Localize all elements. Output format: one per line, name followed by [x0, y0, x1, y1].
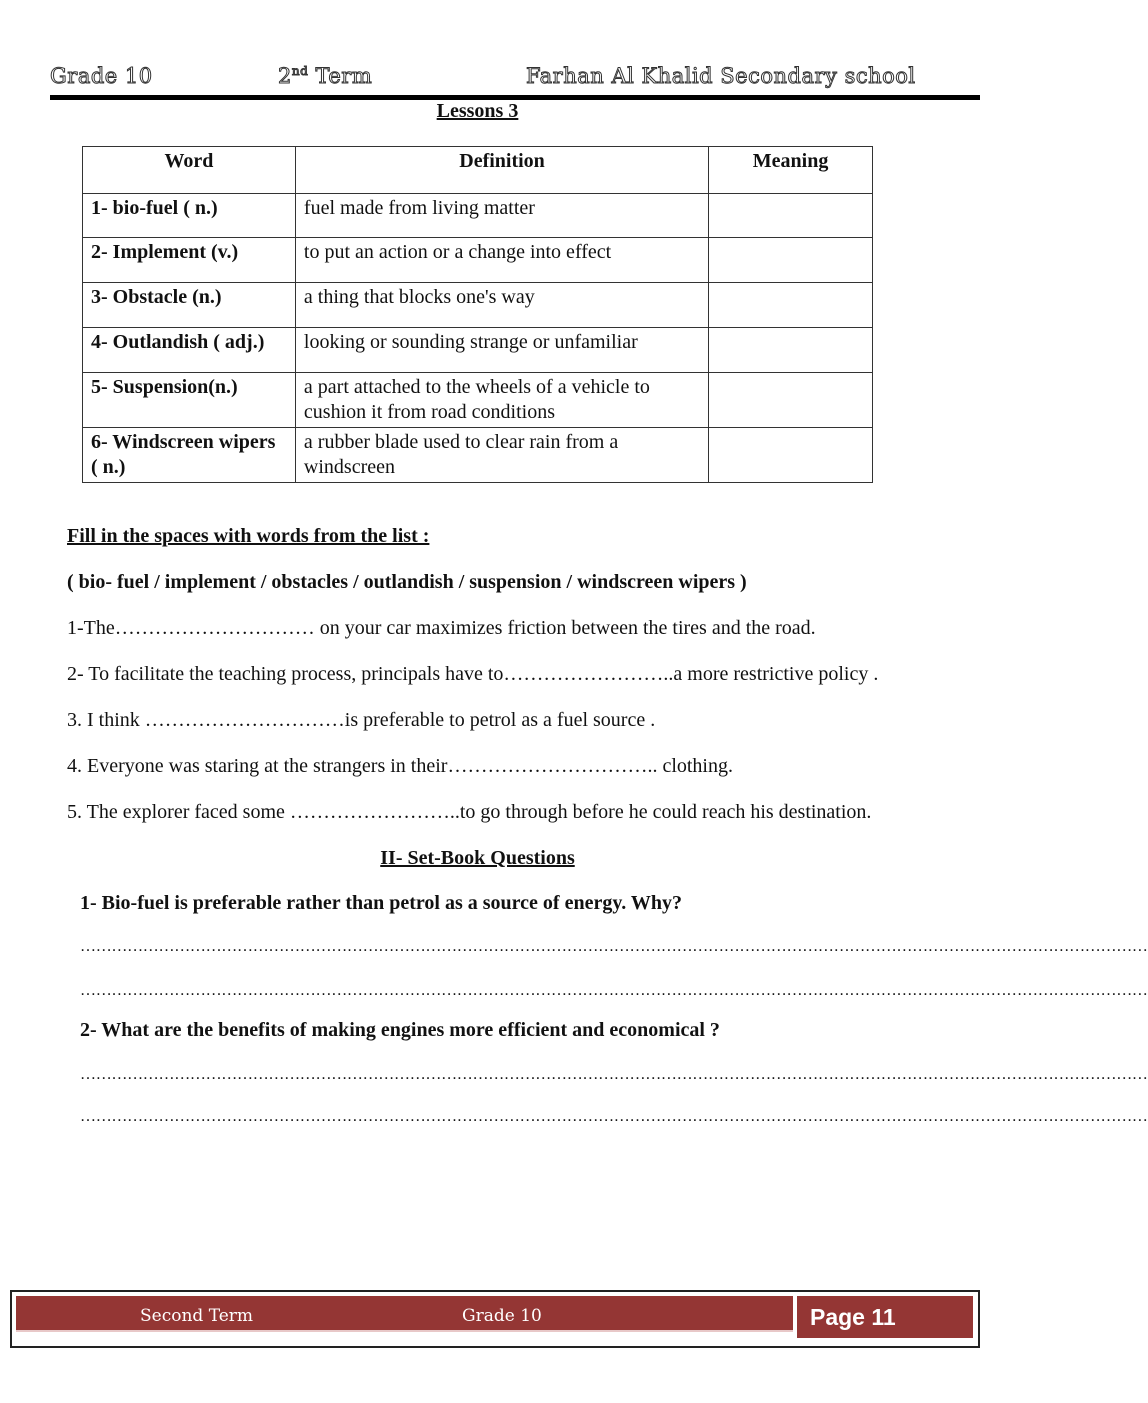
footer-grade: Grade 10: [462, 1306, 542, 1326]
definition-cell: a part attached to the wheels of a vehicle to cushion it from road conditions: [295, 373, 708, 428]
fill-in-title: Fill in the spaces with words from the list :: [67, 525, 430, 547]
word-list: ( bio- fuel / implement / obstacles / outlandish / suspension / windscreen wipers ): [67, 571, 747, 593]
word-cell: 1- bio-fuel ( n.): [83, 194, 296, 238]
definition-cell: a rubber blade used to clear rain from a windscreen: [295, 428, 708, 483]
meaning-cell[interactable]: [709, 283, 873, 328]
question: 1- Bio-fuel is preferable rather than petrol as a source of energy. Why?: [80, 892, 682, 914]
question: 2- What are the benefits of making engines more efficient and economical ?: [80, 1019, 720, 1041]
footer-term: Second Term: [140, 1306, 254, 1326]
header-term: [278, 64, 372, 88]
column-header-definition: Definition: [295, 147, 708, 194]
page-number: Page 11: [810, 1304, 896, 1330]
fill-sentence: 2- To facilitate the teaching process, principals have to……………………..a more restrictive policy .: [67, 663, 879, 685]
definition-cell: to put an action or a change into effect: [295, 238, 708, 283]
header-grade: Grade 10: [50, 64, 153, 88]
setbook-title: II- Set-Book Questions: [380, 847, 575, 869]
meaning-cell[interactable]: [709, 194, 873, 238]
meaning-cell[interactable]: [709, 238, 873, 283]
footer-band: [16, 1296, 793, 1332]
lesson-title: Lessons 3: [436, 100, 519, 122]
word-cell: 4- Outlandish ( adj.): [83, 328, 296, 373]
table-row: [83, 194, 873, 238]
fill-sentence: 3. I think …………………………is preferable to petrol as a fuel source .: [67, 709, 656, 731]
term-word: Term: [315, 64, 373, 88]
word-cell: 6- Windscreen wipers ( n.): [83, 428, 296, 483]
fill-sentence: 1-The………………………… on your car maximizes friction between the tires and the road.: [67, 617, 816, 639]
definition-cell: fuel made from living matter: [295, 194, 708, 238]
meaning-cell[interactable]: [709, 373, 873, 428]
vocabulary-table: [82, 146, 873, 483]
meaning-cell[interactable]: [709, 328, 873, 373]
term-suffix: nd: [291, 64, 309, 78]
table-row: [83, 238, 873, 283]
term-number: 2: [278, 64, 292, 88]
word-cell: 5- Suspension(n.): [83, 373, 296, 428]
answer-line[interactable]: ……………………………………………………………………………………………………………………………………………………………………………………: [80, 1066, 1148, 1083]
answer-line[interactable]: ……………………………………………………………………………………………………………………………………………………………………………………: [80, 1108, 1148, 1125]
table-row: [83, 283, 873, 328]
column-header-meaning: Meaning: [709, 147, 873, 194]
word-cell: 2- Implement (v.): [83, 238, 296, 283]
header-school: Farhan Al Khalid Secondary school: [526, 64, 916, 88]
meaning-cell[interactable]: [709, 428, 873, 483]
table-header-row: [83, 147, 873, 194]
table-row: [83, 328, 873, 373]
definition-cell: looking or sounding strange or unfamiliar: [295, 328, 708, 373]
word-cell: 3- Obstacle (n.): [83, 283, 296, 328]
fill-sentence: 4. Everyone was staring at the strangers in their………………………….. clothing.: [67, 755, 733, 777]
table-row: [83, 373, 873, 428]
answer-line[interactable]: ……………………………………………………………………………………………………………………………………………………………………………………: [80, 982, 1148, 999]
column-header-word: Word: [83, 147, 296, 194]
answer-line[interactable]: ……………………………………………………………………………………………………………………………………………………………………………………: [80, 938, 1148, 955]
fill-sentence: 5. The explorer faced some ……………………..to go through before he could reach his destination.: [67, 801, 872, 823]
definition-cell: a thing that blocks one's way: [295, 283, 708, 328]
table-row: [83, 428, 873, 483]
